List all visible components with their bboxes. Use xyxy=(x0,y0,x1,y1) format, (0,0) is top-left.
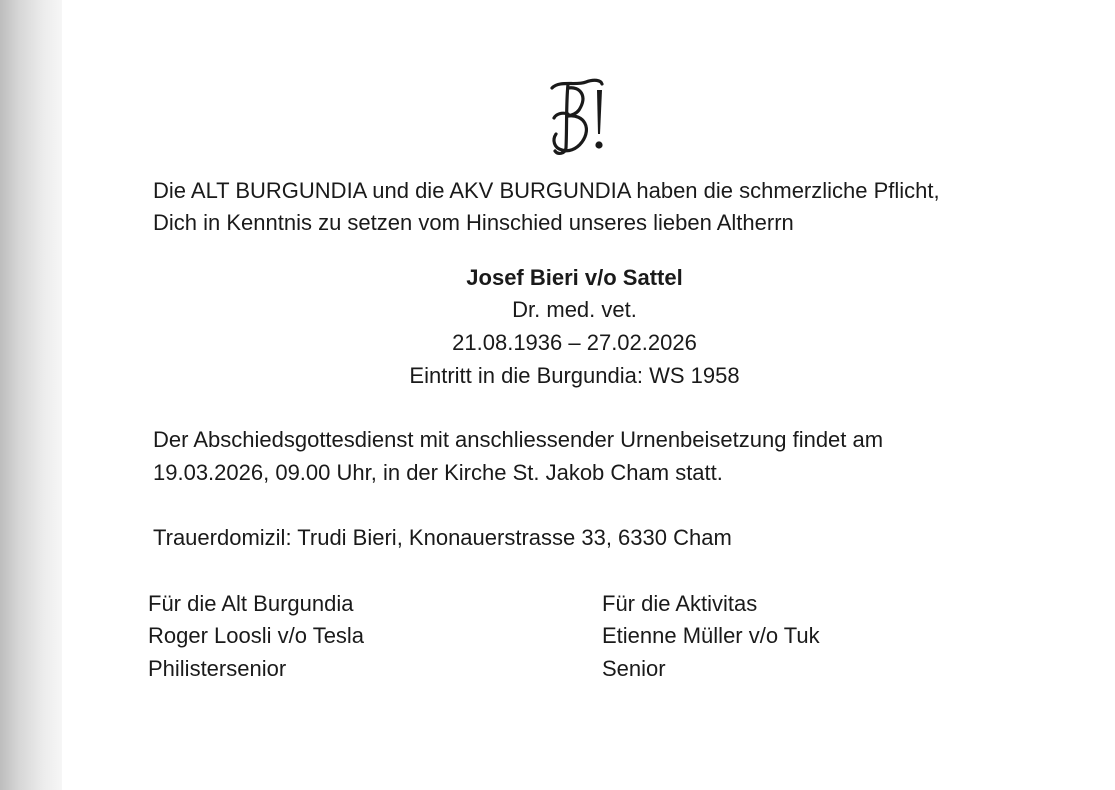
service-line-1: Der Abschiedsgottesdienst mit anschliessender Urnenbeisetzung findet am xyxy=(153,427,884,452)
signature-left-organization: Für die Alt Burgundia xyxy=(148,591,354,616)
deceased-entry: Eintritt in die Burgundia: WS 1958 xyxy=(409,363,740,388)
signature-right-name: Etienne Müller v/o Tuk xyxy=(602,623,820,648)
residence-address: Trauerdomizil: Trudi Bieri, Knonauerstrasse 33, 6330 Cham xyxy=(153,525,732,550)
signature-left-role: Philistersenior xyxy=(148,656,287,681)
signature-left-name: Roger Loosli v/o Tesla xyxy=(148,623,365,648)
signature-right-organization: Für die Aktivitas xyxy=(602,591,758,616)
signature-right-role: Senior xyxy=(602,656,666,681)
deceased-name: Josef Bieri v/o Sattel xyxy=(466,265,683,290)
viewer-left-margin xyxy=(0,0,62,790)
service-line-2: 19.03.2026, 09.00 Uhr, in der Kirche St. Jakob Cham statt. xyxy=(153,460,723,485)
deceased-life-dates: 21.08.1936 – 27.02.2026 xyxy=(452,330,697,355)
intro-line-2: Dich in Kenntnis zu setzen vom Hinschied unseres lieben Altherrn xyxy=(153,210,794,235)
intro-line-1: Die ALT BURGUNDIA und die AKV BURGUNDIA haben die schmerzliche Pflicht, xyxy=(153,178,940,203)
deceased-title: Dr. med. vet. xyxy=(512,297,637,322)
fraternity-monogram-icon xyxy=(546,74,608,158)
obituary-page xyxy=(62,0,1115,790)
